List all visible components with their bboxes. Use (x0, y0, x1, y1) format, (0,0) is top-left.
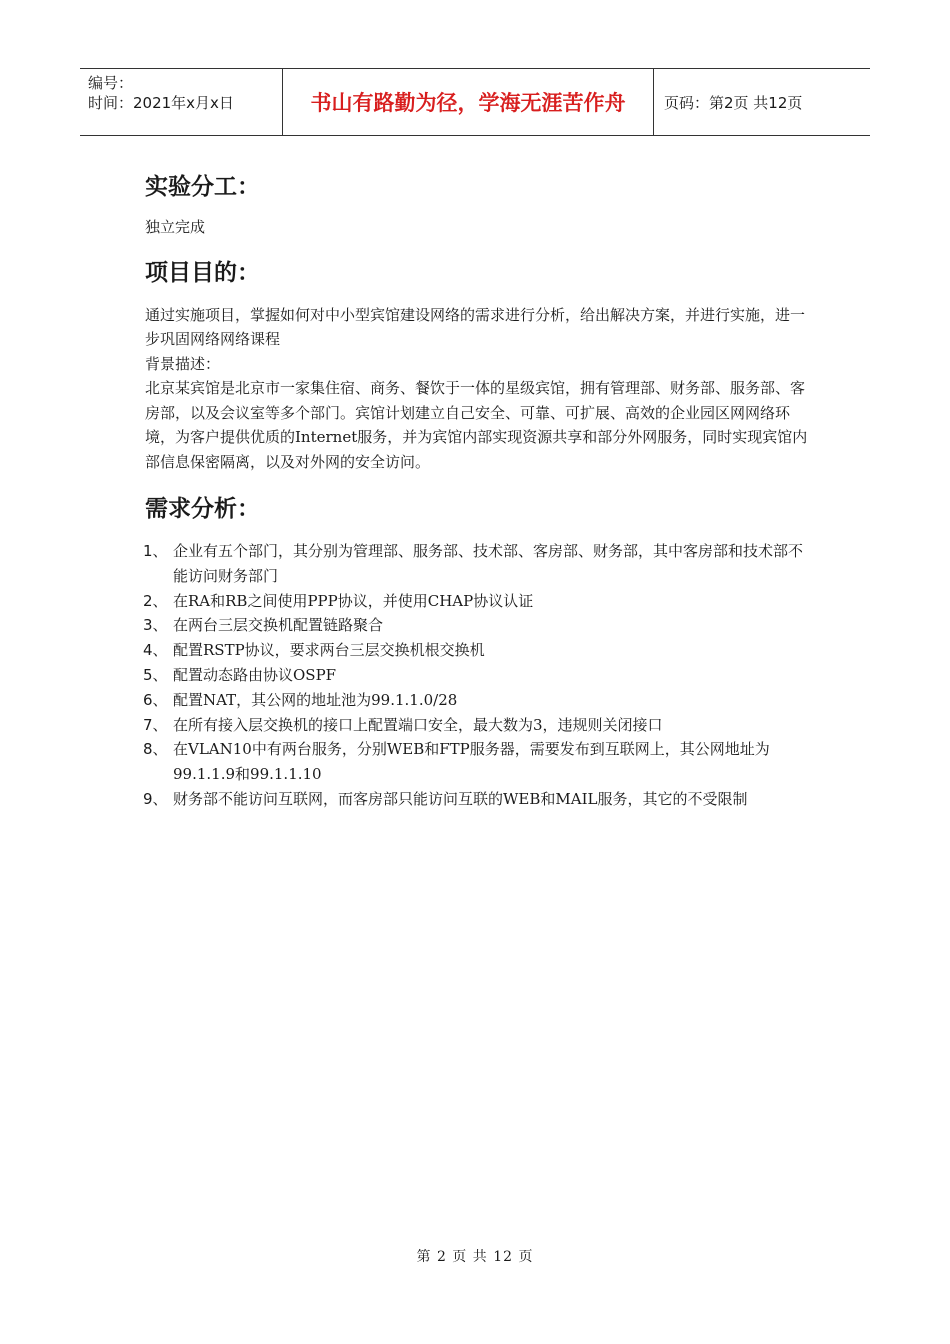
division-text: 独立完成 (145, 218, 206, 236)
list-item-number: 6、 (143, 690, 168, 709)
list-item-number: 3、 (143, 616, 168, 635)
list-item-number: 7、 (143, 715, 168, 734)
list-item (143, 787, 808, 812)
list-item (143, 638, 808, 663)
list-item-number: 8、 (143, 740, 168, 759)
list-item-number: 2、 (143, 591, 168, 610)
list-item (143, 713, 808, 738)
requirements-list (143, 539, 808, 812)
background-text: 北京某宾馆是北京市一家集住宿、商务、餐饮于一体的星级宾馆，拥有管理部、财务部、服务部、客房部，以及会议室等多个部门。宾馆计划建立自己安全、可靠、可扩展、高效的企业园区网网络环境，为客户提供优质的Internet服务，并为宾馆内部实现资源共享和部分外网服务，同时实现宾馆内部信息保密隔离，以及对外网的安全访问。 (145, 379, 808, 471)
list-item-text: 企业有五个部门，其分别为管理部、服务部、技术部、客房部、财务部，其中客房部和技术部不能访问财务部门 (173, 542, 804, 585)
list-item (143, 613, 808, 638)
page-header (80, 68, 870, 136)
header-page-number: 页码：第2页 共12页 (664, 93, 803, 112)
list-item (143, 539, 808, 589)
section-title-requirements: 需求分析： (145, 496, 260, 522)
list-item-number: 5、 (143, 665, 168, 684)
list-item-text: 在RA和RB之间使用PPP协议，并使用CHAP协议认证 (173, 591, 534, 610)
purpose-text: 通过实施项目，掌握如何对中小型宾馆建设网络的需求进行分析，给出解决方案，并进行实施，进一步巩固网络网络课程 (145, 305, 806, 348)
list-item-number: 4、 (143, 641, 168, 660)
document-body (145, 168, 810, 812)
section-title-purpose: 项目目的： (145, 259, 260, 286)
list-item-number: 1、 (143, 542, 168, 560)
list-item (143, 663, 808, 688)
list-item-text: 配置NAT，其公网的地址池为99.1.1.0/28 (173, 690, 458, 709)
list-item (143, 737, 808, 787)
list-item-text: 在所有接入层交换机的接口上配置端口安全，最大数为3，违规则关闭接口 (173, 715, 663, 734)
page-footer: 第 2 页 共 12 页 (416, 1249, 534, 1265)
list-item-number: 9、 (143, 789, 168, 808)
purpose-block (145, 303, 810, 475)
list-item (143, 688, 808, 713)
header-number: 编号： (88, 74, 134, 92)
list-item-text: 在两台三层交换机配置链路聚合 (173, 616, 384, 635)
background-label: 背景描述： (145, 354, 221, 373)
section-title-division: 实验分工： (145, 174, 260, 200)
list-item-text: 财务部不能访问互联网，而客房部只能访问互联的WEB和MAIL服务，其它的不受限制 (173, 789, 748, 808)
list-item-text: 配置动态路由协议OSPF (173, 665, 337, 684)
list-item-text: 配置RSTP协议，要求两台三层交换机根交换机 (173, 641, 485, 660)
header-motto: 书山有路勤为径，学海无涯苦作舟 (282, 69, 654, 135)
header-time: 时间：2021年x月x日 (88, 94, 234, 112)
header-meta (80, 69, 282, 135)
list-item (143, 589, 808, 614)
list-item-text: 在VLAN10中有两台服务，分别WEB和FTP服务器，需要发布到互联网上，其公网地址为99.1.1.9和99.1.1.10 (173, 740, 770, 784)
